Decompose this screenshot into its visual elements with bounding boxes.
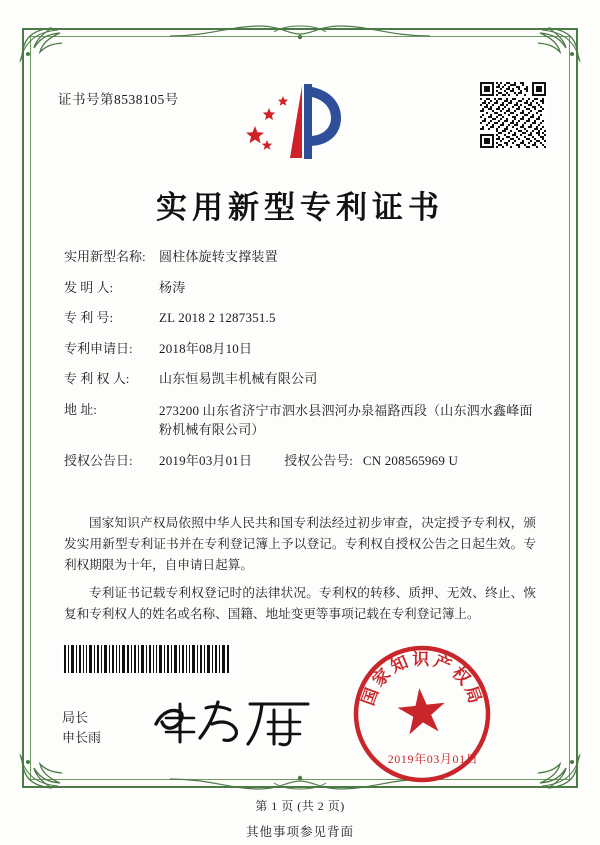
field-value: 山东恒易凯丰机械有限公司	[159, 371, 318, 386]
field-value: ZL 2018 2 1287351.5	[159, 310, 276, 325]
legal-text	[64, 513, 536, 632]
qr-code	[480, 82, 546, 148]
grant-number-label: 授权公告号:	[284, 453, 353, 468]
grant-date-label: 授权公告日:	[64, 453, 133, 468]
barcode	[62, 645, 232, 673]
page-number: 第 1 页 (共 2 页)	[255, 799, 345, 813]
field-utility-model-name	[64, 248, 536, 265]
field-label: 实用新型名称:	[64, 249, 146, 264]
director-name-label: 申长雨	[62, 730, 102, 745]
grant-date-value: 2019年03月01日	[159, 453, 253, 468]
seal-date: 2019年03月01日	[387, 752, 479, 766]
director-title-label: 局长	[62, 710, 89, 725]
handwritten-signature-icon	[150, 694, 315, 752]
field-label: 专 利 权 人:	[64, 371, 130, 386]
field-label: 发 明 人:	[64, 279, 114, 295]
field-list	[64, 248, 536, 483]
field-patentee	[64, 370, 536, 387]
field-grant-announcement	[64, 452, 536, 469]
field-value: 2018年08月10日	[159, 340, 253, 356]
field-label: 专利申请日:	[64, 340, 133, 356]
field-label: 地 址:	[64, 401, 97, 417]
patent-office-emblem-icon	[243, 80, 353, 166]
paragraph-2: 专利证书记载专利权登记时的法律状况。专利权的转移、质押、无效、终止、恢复和专利权人的姓名或名称、国籍、地址变更等事项记载在专利登记簿上。	[64, 586, 536, 621]
signature-block	[62, 708, 101, 748]
svg-text:国家知识产权局: 国家知识产权局	[358, 649, 486, 709]
field-patent-number	[64, 309, 536, 326]
field-label: 专 利 号:	[64, 310, 114, 325]
field-inventor	[64, 279, 536, 296]
field-address	[64, 401, 536, 439]
field-value: 圆柱体旋转支撑装置	[159, 249, 278, 264]
field-value: 杨涛	[159, 279, 186, 295]
field-application-date	[64, 340, 536, 357]
page-title: 实用新型专利证书	[156, 190, 444, 225]
footer-note: 其他事项参见背面	[245, 825, 354, 839]
field-value: 273200 山东省济宁市泗水县泗河办泉福路西段（山东泗水鑫峰面粉机械有限公司）	[159, 402, 533, 437]
grant-number-value: CN 208565969 U	[362, 453, 459, 468]
certificate-number: 证书号第8538105号	[58, 92, 179, 107]
paragraph-1: 国家知识产权局依照中华人民共和国专利法经过初步审查，决定授予专利权，颁发实用新型专利证书并在专利登记簿上予以登记。专利权自授权公告之日起生效。专利权期限为十年，自申请日起算。	[64, 516, 536, 572]
